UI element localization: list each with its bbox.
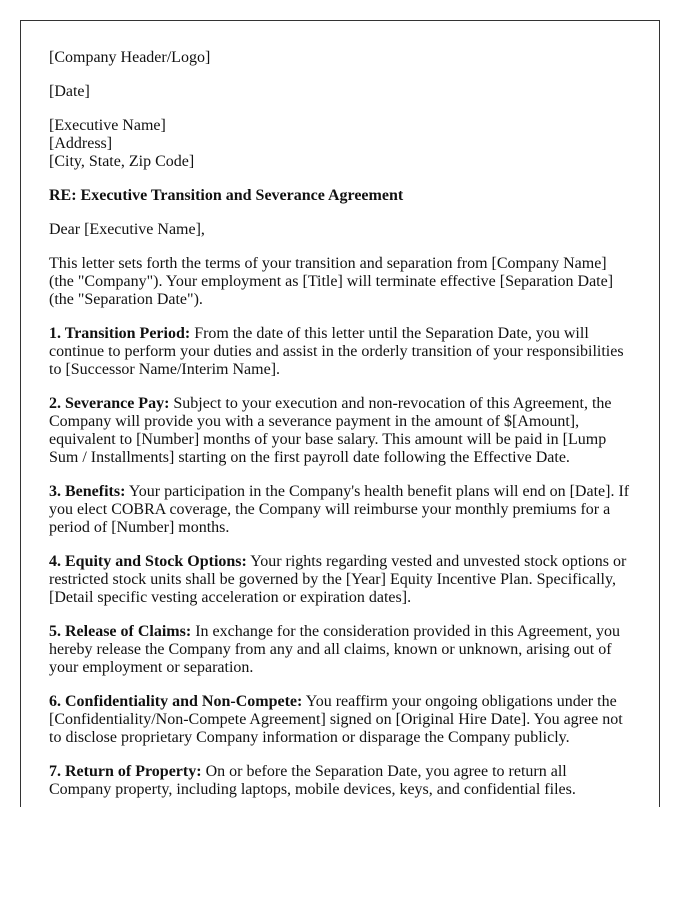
section-heading: 4. Equity and Stock Options: xyxy=(49,553,247,570)
section-return-of-property xyxy=(49,763,632,799)
section-transition-period xyxy=(49,325,632,379)
section-confidentiality-non-compete xyxy=(49,693,632,747)
company-header: [Company Header/Logo] xyxy=(49,49,211,66)
salutation: Dear [Executive Name], xyxy=(49,221,205,238)
section-heading: 5. Release of Claims: xyxy=(49,623,192,640)
letter-document xyxy=(20,20,660,807)
recipient-city-state-zip: [City, State, Zip Code] xyxy=(49,153,195,170)
letter-date: [Date] xyxy=(49,83,90,100)
section-heading: 3. Benefits: xyxy=(49,483,126,500)
intro-paragraph: This letter sets forth the terms of your transition and separation from [Company Name] (the "Company"). Your employment as [Title] will terminate effective [Separation Date] (the "Separation Date"). xyxy=(49,255,614,308)
section-heading: 2. Severance Pay: xyxy=(49,395,170,412)
section-body: You reaffirm your ongoing obligations under the [Confidentiality/Non-Compete Agreement] signed on [Original Hire Date]. You agree not to disclose proprietary Company information or disparage the Company publicly. xyxy=(49,693,623,746)
section-release-of-claims xyxy=(49,623,632,677)
section-body: Your participation in the Company's health benefit plans will end on [Date]. If you elect COBRA coverage, the Company will reimburse your monthly premiums for a period of [Number] months. xyxy=(49,483,630,536)
section-body: Your rights regarding vested and unvested stock options or restricted stock units shall be governed by the [Year] Equity Incentive Plan. Specifically, [Detail specific vesting acceleration or expiration dates]. xyxy=(49,553,627,606)
subject-line: RE: Executive Transition and Severance Agreement xyxy=(49,187,404,204)
section-heading: 7. Return of Property: xyxy=(49,763,202,780)
recipient-name: [Executive Name] xyxy=(49,117,166,134)
section-equity-stock-options xyxy=(49,553,632,607)
section-body: Subject to your execution and non-revocation of this Agreement, the Company will provide you with a severance payment in the amount of $[Amount], equivalent to [Number] months of your base salary. This amount will be paid in [Lump Sum / Installments] starting on the first payroll date following the Effective Date. xyxy=(49,395,612,466)
section-body: On or before the Separation Date, you agree to return all Company property, including laptops, mobile devices, keys, and confidential files. xyxy=(49,763,576,798)
section-heading: 1. Transition Period: xyxy=(49,325,191,342)
recipient-address-block xyxy=(49,117,632,171)
recipient-address: [Address] xyxy=(49,135,113,152)
section-benefits xyxy=(49,483,632,537)
section-body: From the date of this letter until the Separation Date, you will continue to perform your duties and assist in the orderly transition of your responsibilities to [Successor Name/Interim Name]. xyxy=(49,325,624,378)
section-heading: 6. Confidentiality and Non-Compete: xyxy=(49,693,303,710)
section-severance-pay xyxy=(49,395,632,467)
section-body: In exchange for the consideration provided in this Agreement, you hereby release the Company from any and all claims, known or unknown, arising out of your employment or separation. xyxy=(49,623,620,676)
